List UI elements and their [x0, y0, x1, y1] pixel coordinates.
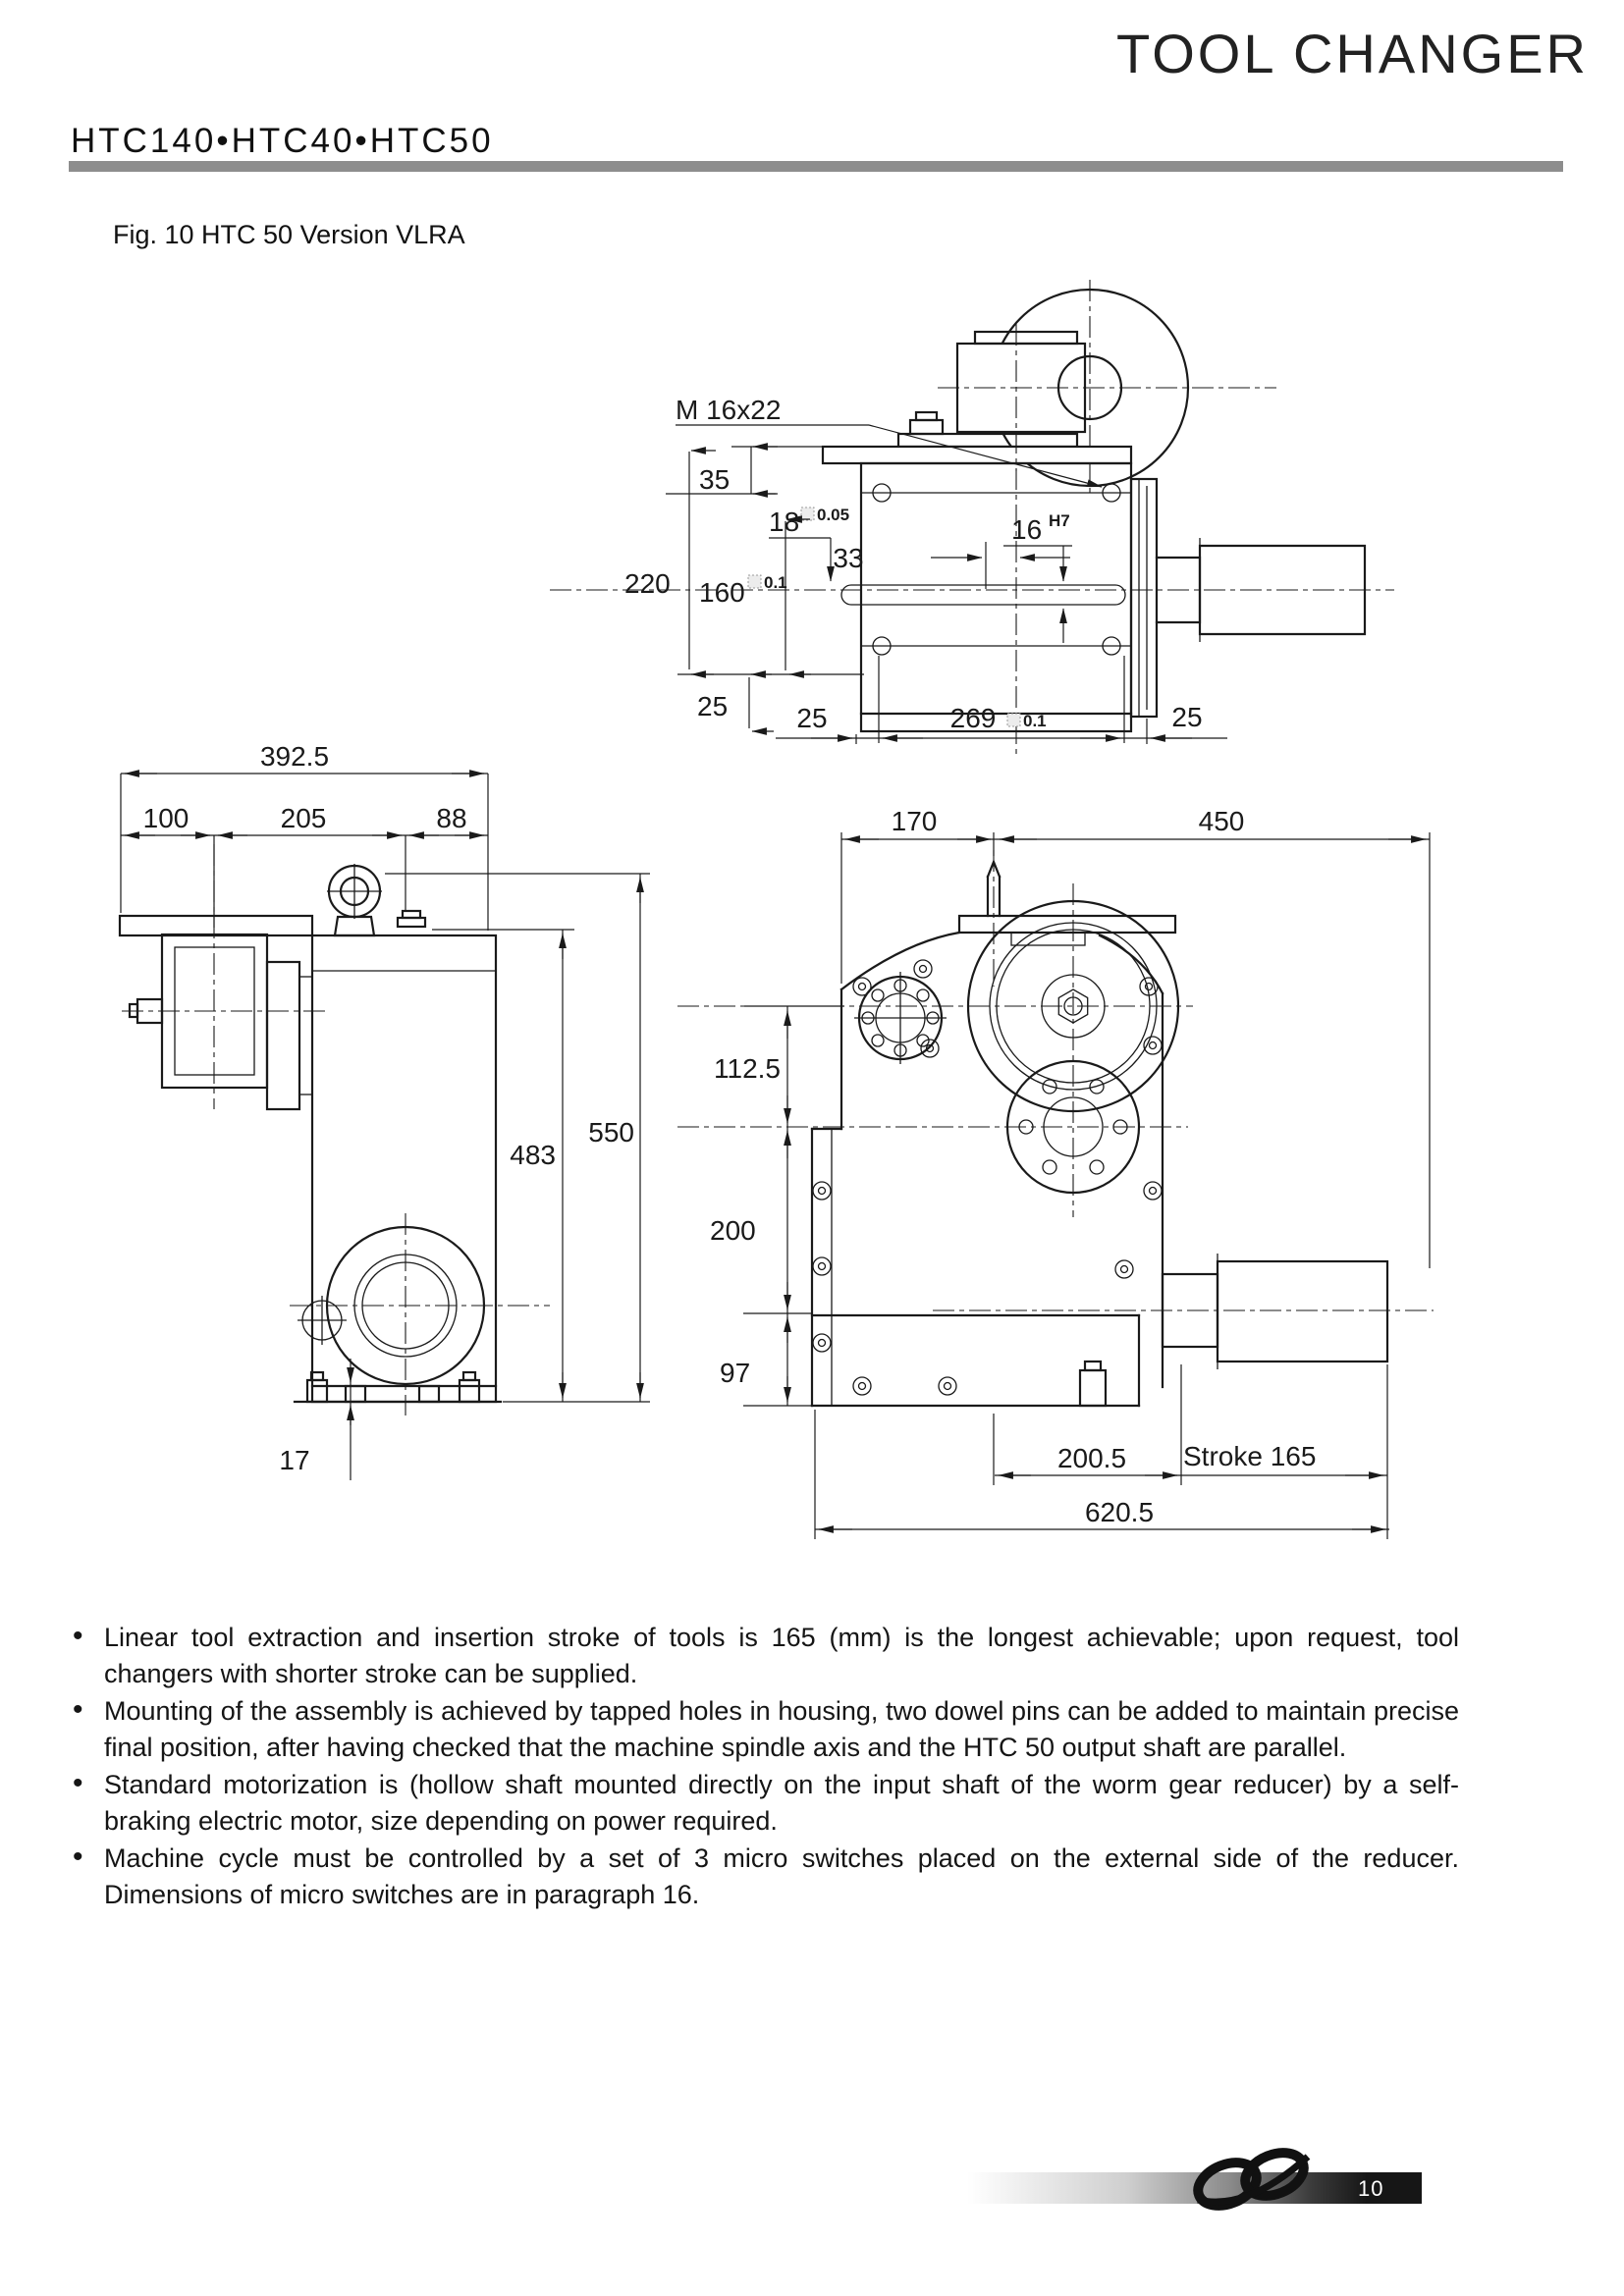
output-flange	[1131, 479, 1157, 717]
bullet-item: • Mounting of the assembly is achieved by tapped holes in housing, two dowel pins can be added to maintain precise final position, after having checked that the machine spindle axis and the HTC 50 output shaft are parallel.	[71, 1693, 1459, 1766]
dim-label-25v: 25	[697, 691, 729, 721]
dim-label-33: 33	[833, 543, 864, 573]
foot-bolt	[1080, 1370, 1106, 1406]
page-title: TOOL CHANGER	[1116, 23, 1589, 84]
dim-label-392: 392.5	[259, 741, 330, 772]
dim-tol-160: 0.1	[764, 573, 787, 592]
dim-label-160: 160	[699, 577, 745, 608]
dim-label-35: 35	[699, 464, 731, 495]
dim-label-269: 269	[949, 703, 997, 733]
dim-label-550: 550	[588, 1117, 634, 1148]
vent-nut	[910, 420, 943, 434]
dim-label-h7: H7	[1049, 511, 1070, 530]
dim-tol-269: 0.1	[1023, 712, 1047, 730]
bullet-item: • Standard motorization is (hollow shaft mounted directly on the input shaft of the worm gear reducer) by a self-braking electric motor, size depending on power required.	[71, 1767, 1459, 1840]
dim-label-stroke: Stroke 165	[1183, 1441, 1317, 1471]
notes-list	[71, 1620, 1459, 1914]
dim-label-17: 17	[279, 1445, 310, 1475]
dim-label-25br: 25	[1171, 702, 1203, 732]
arm-outer	[1218, 1261, 1387, 1362]
dim-label-thread: M 16x22	[676, 395, 782, 425]
dim-label-112: 112.5	[714, 1053, 781, 1084]
gearbox-body	[312, 935, 496, 1402]
dim-label-100: 100	[142, 803, 189, 833]
bullet-item: • Machine cycle must be controlled by a set of 3 micro switches placed on the external side of the reducer. Dimensions of micro switches are in paragraph 16.	[71, 1841, 1459, 1913]
dim-label-450: 450	[1198, 806, 1245, 836]
dim-label-2005: 200.5	[1056, 1443, 1127, 1473]
left-view-drawing	[120, 741, 650, 1480]
dim-label-220: 220	[624, 568, 671, 599]
plug-nut	[398, 918, 425, 927]
dim-label-200: 200	[710, 1215, 756, 1246]
dim-label-88: 88	[436, 803, 467, 833]
dim-label-16: 16	[1011, 514, 1043, 545]
housing-body	[861, 463, 1131, 731]
mount-flange-plate	[120, 916, 312, 935]
dim-label-18: 18	[769, 507, 800, 537]
side-view-drawing	[550, 280, 1394, 756]
dim-label-97: 97	[720, 1358, 751, 1388]
dim-label-170: 170	[891, 806, 938, 836]
page-number: 10	[1358, 2176, 1384, 2201]
dim-label-205: 205	[280, 803, 327, 833]
dim-label-25bl: 25	[796, 703, 828, 733]
housing-top-plate	[823, 447, 1131, 463]
dim-label-6205: 620.5	[1084, 1497, 1155, 1527]
cover-screws	[813, 960, 1162, 1395]
bullet-item: • Linear tool extraction and insertion stroke of tools is 165 (mm) is the longest achievable; upon request, tool changers with shorter stroke can be supplied.	[71, 1620, 1459, 1692]
dim-tol-18: 0.05	[817, 506, 850, 524]
brand-logo-swoosh-icon	[1178, 2143, 1326, 2214]
model-names: HTC140•HTC40•HTC50	[71, 122, 494, 160]
front-view-drawing	[677, 806, 1434, 1539]
dim-label-483: 483	[510, 1140, 556, 1170]
figure-caption: Fig. 10 HTC 50 Version VLRA	[113, 220, 465, 249]
